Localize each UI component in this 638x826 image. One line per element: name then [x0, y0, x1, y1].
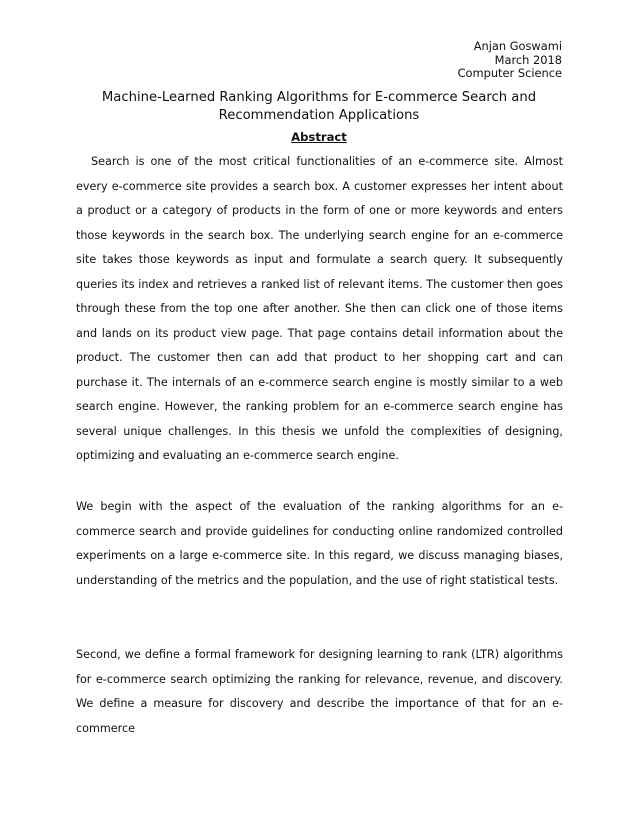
- abstract-paragraph-3: Second, we define a formal framework for designing learning to rank (LTR) algorithms for e-commerce search optimizing the ranking for relevance, revenue, and discovery. We define a measure for discovery and describe the importance of that for an e-commerce: [76, 648, 563, 735]
- abstract-heading: Abstract: [291, 130, 347, 144]
- department: Computer Science: [457, 66, 562, 80]
- abstract-paragraph-2: We begin with the aspect of the evaluation of the ranking algorithms for an e-commerce search and provide guidelines for conducting online randomized controlled experiments on a large e-commerce site. In this regard, we discuss managing biases, understanding of the metrics and the population, and the use of right statistical tests.: [76, 500, 563, 587]
- author-name: Anjan Goswami: [473, 39, 562, 53]
- document-title: Machine-Learned Ranking Algorithms for E-commerce Search and Recommendation Applications: [101, 90, 537, 123]
- abstract-paragraph-1: Search is one of the most critical functionalities of an e-commerce site. Almost every e-commerce site provides a search box. A customer expresses her intent about a product or a category of products in the form of one or more keywords and enters those keywords in the search box. The underlying search engine for an e-commerce site takes those keywords as input and formulate a search query. It subsequently queries its index and retrieves a ranked list of relevant items. The customer then goes through these from the top one after another. She then can click one of those items and lands on its product view page. That page contains detail information about the product. The customer then can add that product to her shopping cart and can purchase it. The internals of an e-commerce search engine is mostly similar to a web search engine. However, the ranking problem for an e-commerce search engine has several unique challenges. In this thesis we unfold the complexities of designing, optimizing and evaluating an e-commerce search engine.: [76, 155, 563, 462]
- document-date: March 2018: [494, 52, 562, 67]
- author-info: [458, 40, 562, 81]
